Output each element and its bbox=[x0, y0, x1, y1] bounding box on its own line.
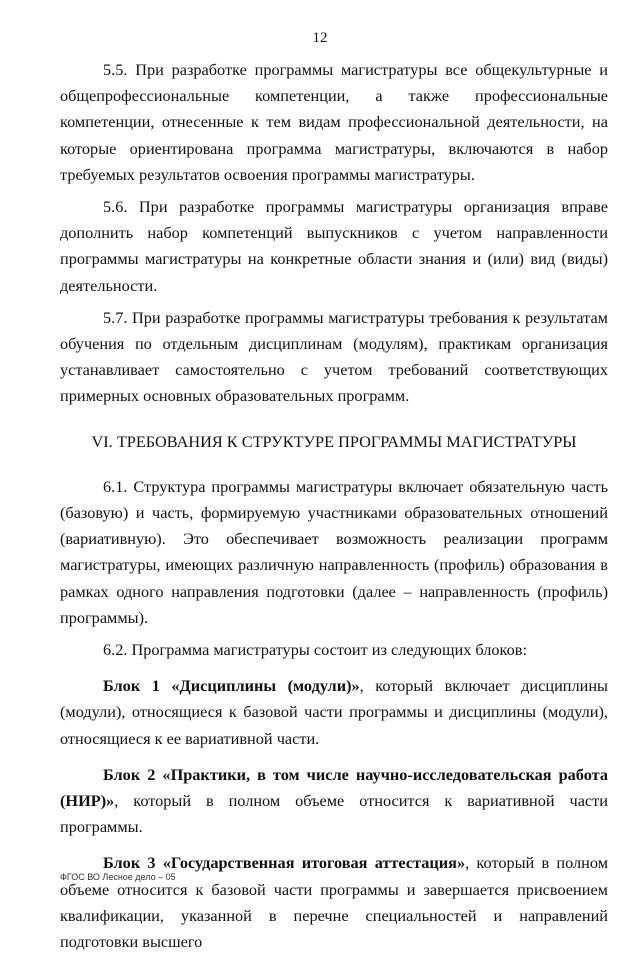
footer-doc-code: ФГОС ВО Лесное дело – 05 bbox=[60, 872, 176, 882]
block-2-title: Блок 2 «Практики, в том числе научно-исследовательская работа (НИР)» bbox=[60, 764, 608, 811]
paragraph-block-1 bbox=[60, 673, 608, 752]
paragraph-5-7: 5.7. При разработке программы магистратуры требования к результатам обучения по отдельным дисциплинам (модулям), практикам организация устанавливает самостоятельно с учетом требований соответствующих примерных основных образовательных программ. bbox=[60, 307, 608, 406]
paragraph-6-2: 6.2. Программа магистратуры состоит из следующих блоков: bbox=[103, 640, 527, 660]
block-2-text: , который в полном объеме относится к вариативной части программы. bbox=[60, 791, 608, 837]
paragraph-6-1: 6.1. Структура программы магистратуры включает обязательную часть (базовую) и часть, формируемую участниками образовательных отношений (вариативную). Это обеспечивает возможность реализации программ магистратуры, имеющих различную направленность (профиль) образования в рамках одного направления подготовки (далее – направленность (профиль) программы). bbox=[60, 476, 608, 627]
paragraph-5-5: 5.5. При разработке программы магистратуры все общекультурные и общепрофессиональные компетенции, а также профессиональные компетенции, отнесенные к тем видам профессиональной деятельности, на которые ориентирована программа магистратуры, включаются в набор требуемых результатов освоения программы магистратуры. bbox=[60, 60, 608, 184]
document-body bbox=[60, 57, 608, 955]
block-1-text: , который включает дисциплины (модули), относящиеся к базовой части программы и дисциплины (модули), относящиеся к ее вариативной части. bbox=[60, 676, 608, 748]
block-3-title: Блок 3 «Государственная итоговая аттестация» bbox=[103, 853, 466, 873]
page-number: 12 bbox=[312, 30, 328, 46]
paragraph-5-6: 5.6. При разработке программы магистратуры организация вправе дополнить набор компетенций выпускников с учетом направленности программы магистратуры на конкретные области знания и (или) вид (виды) деятельности. bbox=[60, 197, 608, 295]
section-heading: VI. ТРЕБОВАНИЯ К СТРУКТУРЕ ПРОГРАММЫ МАГИСТРАТУРЫ bbox=[91, 431, 577, 451]
block-3-text: , который в полном объеме относится к базовой части программы и завершается присвоением квалификации, указанной в перечне специальностей и направлений подготовки высшего bbox=[60, 853, 609, 952]
paragraph-block-2 bbox=[60, 762, 608, 841]
block-1-title: Блок 1 «Дисциплины (модули)» bbox=[103, 676, 360, 696]
paragraph-block-3 bbox=[60, 850, 608, 955]
